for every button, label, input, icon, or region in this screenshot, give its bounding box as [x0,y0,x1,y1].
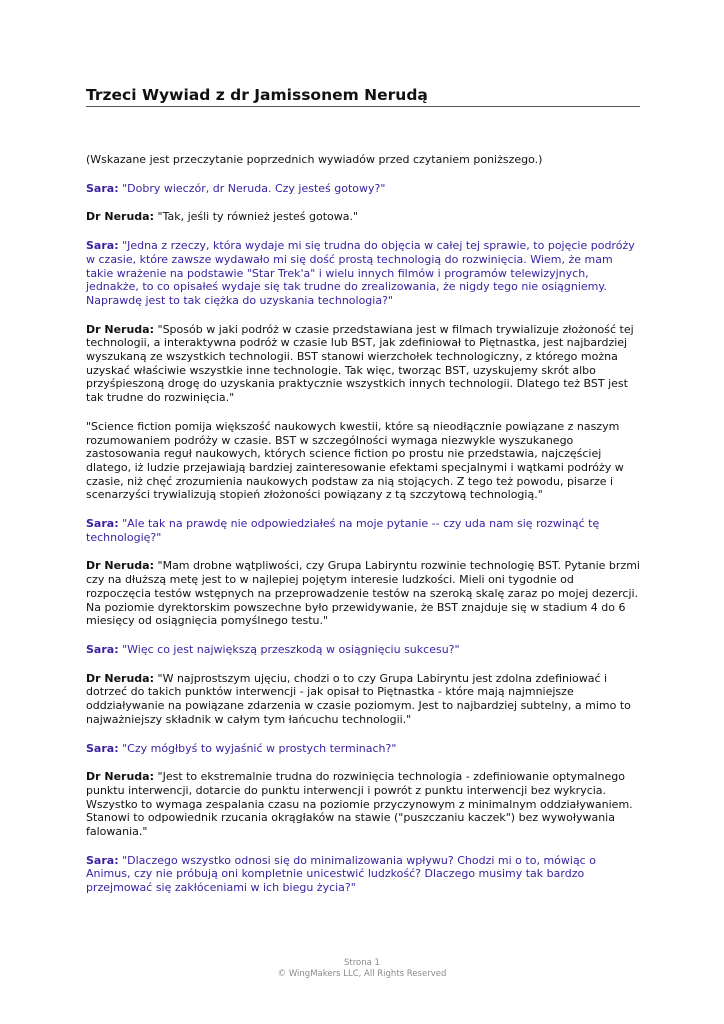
neruda-answer [86,559,640,628]
speaker-label: Dr Neruda: [86,322,155,336]
paragraph-text: "Jedna z rzeczy, która wydaje mi się trudna do objęcia w całej tej sprawie, to pojęcie podróży w czasie, które zawsze wydawało mi się dość prostą technologią do rozwinięcia. Wiem, że mam takie wrażenie na podstawie "Star Trek'a" i wielu innych filmów i programów telewizyjnych, jednakże, to co opisałeś wydaje się tak trudne do zrealizowania, że nigdy tego nie osiągniemy. Naprawdę jest to tak ciężka do uzyskania technologia?" [86,239,635,307]
paragraph-text: "Ale tak na prawdę nie odpowiedziałeś na moje pytanie -- czy uda nam się rozwinąć tę technologię?" [86,517,600,544]
sara-question [86,742,640,756]
speaker-label: Sara: [86,517,119,531]
intro-note [86,153,640,167]
sara-question [86,643,640,657]
speaker-label: Dr Neruda: [86,770,155,784]
paragraph-text: "Tak, jeśli ty również jesteś gotowa." [154,210,359,224]
neruda-answer [86,770,640,839]
speaker-label: Sara: [86,181,119,195]
interview-content [86,153,640,910]
paragraph-text: (Wskazane jest przeczytanie poprzednich wywiadów przed czytaniem poniższego.) [86,153,543,166]
sara-question [86,239,640,308]
title-block [86,86,640,107]
paragraph-text: "Jest to ekstremalnie trudna do rozwinięcia technologia - zdefiniowanie optymalnego punktu interwencji, dotarcie do punktu interwencji i powrót z punktu interwencji bez wykrycia. Wszystko to wymaga zespalania czasu na poziomie przyczynowym z minimalnym oddziaływaniem. Stanowi to odpowiednik rzucania okrągłaków na stawie ("puszczaniu kaczek") bez wywoływania falowania." [86,770,633,839]
paragraph-text: "Sposób w jaki podróż w czasie przedstawiana jest w filmach trywializuje złożoność tej technologii, a interaktywna podróż w czasie lub BST, jak zdefiniował to Piętnastka, jest najbardziej wyszukaną ze wszystkich technologii. BST stanowi wierzchołek technologiczny, z którego można uzyskać właściwie wszystkie inne technologie. Tak więc, tworząc BST, uzyskujemy skrót albo przyśpieszoną drogę do uzyskania praktycznie wszystkich innych technologii. Dlatego też BST jest tak trudne do rozwinięcia." [86,322,634,405]
page-number: Strona 1 [344,958,380,968]
neruda-answer [86,210,640,224]
paragraph-text: "Science fiction pomija większość naukowych kwestii, które są nieodłącznie powiązane z naszym rozumowaniem podróży w czasie. BST w szczególności wymaga niezwykle wyszukanego zastosowania reguł naukowych, których science fiction po prostu nie przedstawia, najczęściej dlatego, iż ludzie przejawiają bardziej zainteresowanie efektami specjalnymi i wątkami podróży w czasie, niż chęć zrozumienia naukowych podstaw za nią stojących. Z tego też powodu, pisarze i scenarzyści trywializują stopień złożoności powiązany z tą szczytową technologią." [86,419,624,502]
neruda-answer-continued [86,420,640,502]
paragraph-text: "W najprostszym ujęciu, chodzi o to czy Grupa Labiryntu jest zdolna zdefiniować i dotrzeć do takich punktów interwencji - jak opisał to Piętnastka - które mają najmniejsze oddziaływanie na powiązane zdarzenia w czasie poziomym. Jest to najbardziej subtelny, a mimo to najważniejszy składnik w całym tym łańcuchu technologii." [86,671,631,726]
copyright-notice: © WingMakers LLC, All Rights Reserved [277,969,447,979]
neruda-answer [86,323,640,405]
paragraph-text: "Więc co jest największą przeszkodą w osiągnięciu sukcesu?" [118,642,460,656]
sara-question [86,854,640,895]
speaker-label: Sara: [86,239,119,253]
paragraph-text: "Mam drobne wątpliwości, czy Grupa Labiryntu rozwinie technologię BST. Pytanie brzmi czy na dłuższą metę jest to w najlepiej pojętym interesie ludzkości. Mieli oni tygodnie od rozpoczęcia testów wstępnych na przeprowadzenie testów na szeroką skalę zaraz po mojej dezercji. Na poziomie dyrektorskim powszechne było przewidywanie, że BST znajduje się w stadium 4 do 6 miesięcy od osiągnięcia pomyślnego testu." [86,559,640,628]
paragraph-text: "Dlaczego wszystko odnosi się do minimalizowania wpływu? Chodzi mi o to, mówiąc o Animus, czy nie próbują oni kompletnie unicestwić ludzkość? Dlaczego musimy tak bardzo przejmować się zakłóceniami w ich biegu życia?" [86,853,596,895]
speaker-label: Dr Neruda: [86,671,155,685]
neruda-answer [86,672,640,727]
sara-question [86,517,640,544]
paragraph-text: "Czy mógłbyś to wyjaśnić w prostych terminach?" [118,741,397,755]
speaker-label: Dr Neruda: [86,210,155,224]
page-footer [0,958,724,980]
paragraph-text: "Dobry wieczór, dr Neruda. Czy jesteś gotowy?" [118,181,386,195]
speaker-label: Sara: [86,642,119,656]
page-title: Trzeci Wywiad z dr Jamissonem Nerudą [86,86,428,104]
speaker-label: Sara: [86,741,119,755]
sara-question [86,182,640,196]
speaker-label: Dr Neruda: [86,559,155,573]
speaker-label: Sara: [86,853,119,867]
